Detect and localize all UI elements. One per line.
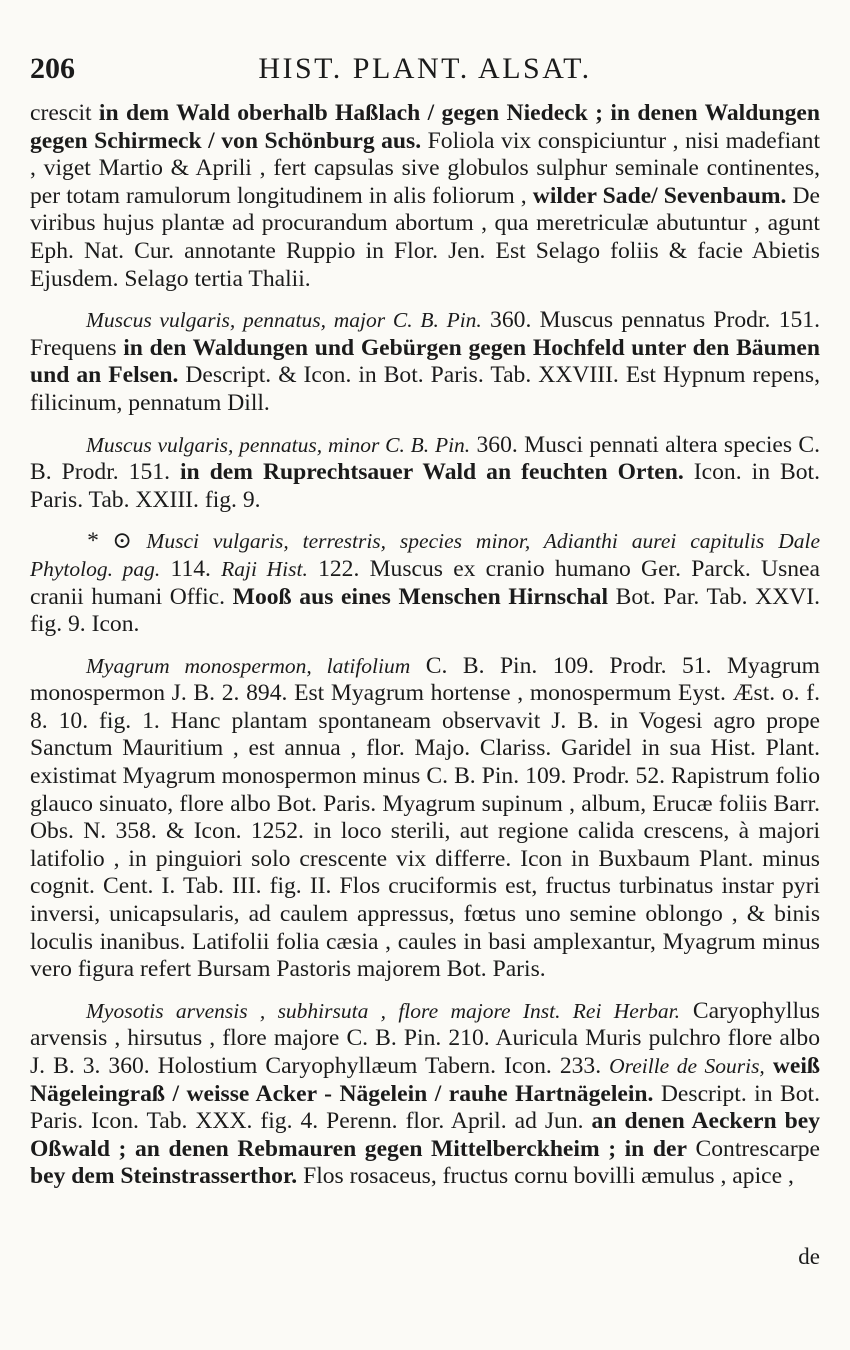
paragraph-3 bbox=[30, 432, 820, 515]
plant-name: Myosotis arvensis , subhirsuta , flore majore Inst. Rei Herbar. bbox=[86, 998, 681, 1023]
plant-name: Oreille de Souris, bbox=[609, 1054, 765, 1078]
latin-text: 360. Musci pennati altera species C. B. Prodr. 151. bbox=[30, 431, 820, 486]
plant-name: Muscus vulgaris, pennatus, minor C. B. Pin. bbox=[86, 432, 471, 457]
latin-text: C. B. Pin. 109. Prodr. 51. Myagrum monospermon J. B. 2. 894. Est Myagrum hortense , monospermum Eyst. Æst. o. f. 8. 10. fig. 1. Hanc plantam spontaneam observavit J. B. in Vogesi agro prope Sanctum Mauritium , est annua , flor. Majo. Clariss. Garidel in sua Hist. Plant. existimat Myagrum monospermon minus C. B. Pin. 109. Prodr. 52. Rapistrum folio glauco sinuato, flore albo Bot. Paris. Myagrum supinum , album, Erucæ foliis Barr. Obs. N. 358. & Icon. 1252. in loco sterili, aut regione calida crescens, à majori latifolio , in pinguiori solo crescente vix differre. Icon in Buxbaum Plant. minus cognit. Cent. I. Tab. III. fig. II. Flos cruciformis est, fructus turbinatus instar pyri inversi, unicapsularis, ad caulem appressus, fœtus uno semine oblongo , & binis loculis inanibus. Latifolii folia cæsia , caules in basi amplexantur, Myagrum minus vero figura refert Bursam Pastoris majorem Bot. Paris. bbox=[30, 652, 820, 983]
marker-symbol: * ⊙ bbox=[86, 528, 147, 555]
latin-text: De viribus hujus plantæ ad procurandum abortum , qua meretriculæ abutuntur , agunt Eph. Nat. Cur. annotante Ruppio in Flor. Jen. Est Selago foliis & facie Abietis Ejusdem. Selago tertia Thalii. bbox=[30, 182, 820, 292]
latin-text: crescit bbox=[30, 100, 99, 126]
latin-text: Icon. in Bot. Paris. Tab. XXIII. fig. 9. bbox=[30, 459, 820, 513]
german-text: wilder Sade/ Sevenbaum. bbox=[532, 182, 787, 209]
paragraph-4 bbox=[30, 528, 820, 638]
german-text: Mooß aus eines Menschen Hirnschal bbox=[232, 583, 608, 610]
german-text: weiß Nägeleingraß / weisse Acker - Nägelein / rauhe Hartnägelein. bbox=[30, 1053, 820, 1107]
page-header bbox=[30, 52, 820, 92]
plant-name: Muscus vulgaris, pennatus, major C. B. Pin. bbox=[86, 308, 482, 333]
page-number: 206 bbox=[30, 52, 75, 85]
latin-text: Caryophyllus arvensis , hirsutus , flore majore C. B. Pin. 210. Auricula Muris pulchro flore albo J. B. 3. 360. Holostium Caryophyllæum Tabern. Icon. 233. bbox=[30, 997, 820, 1079]
plant-name: Musci vulgaris, terrestris, species minor, Adianthi aurei capitulis Dale Phytolog. pag. bbox=[30, 529, 820, 581]
latin-text: 122. Muscus ex cranio humano Ger. Parck. Usnea cranii humani Offic. bbox=[30, 555, 820, 610]
german-text: in dem Ruprechtsauer Wald an feuchten Orten. bbox=[180, 459, 684, 486]
page-body bbox=[30, 100, 820, 1205]
latin-text: Bot. Par. Tab. XXVI. fig. 9. Icon. bbox=[30, 583, 820, 638]
plant-name: Raji Hist. bbox=[221, 556, 308, 581]
plant-name: Myagrum monospermon, latifolium bbox=[86, 653, 411, 678]
latin-text: Contrescarpe bbox=[686, 1135, 820, 1162]
paragraph-5 bbox=[30, 653, 820, 984]
german-text: an denen Aeckern bey Oßwald ; an denen Rebmauren gegen Mittelberckheim ; in der bbox=[30, 1108, 821, 1162]
paragraph-1 bbox=[30, 100, 820, 293]
latin-text: Descript. in Bot. Paris. Icon. Tab. XXX. fig. 4. Perenn. flor. April. ad Jun. bbox=[30, 1080, 820, 1135]
german-text: bey dem Steinstrasserthor. bbox=[30, 1163, 298, 1190]
german-text: in den Waldungen und Gebürgen gegen Hochfeld unter den Bäumen und an Felsen. bbox=[30, 334, 820, 389]
latin-text: Descript. & Icon. in Bot. Paris. Tab. XXVIII. Est Hypnum repens, filicinum, pennatum Dill. bbox=[30, 362, 820, 416]
paragraph-2 bbox=[30, 307, 820, 417]
latin-text: 114. bbox=[160, 555, 222, 582]
paragraph-6 bbox=[30, 998, 820, 1191]
latin-text: 360. Muscus pennatus Prodr. 151. Frequens bbox=[30, 307, 820, 361]
latin-text: Foliola vix conspiciuntur , nisi madefiant , viget Martio & Aprili , fert capsulas sive globulos sulphur seminale continentes, per totam ramulorum longitudinem in alis foliorum , bbox=[30, 127, 821, 209]
running-title: HIST. PLANT. ALSAT. bbox=[258, 52, 592, 85]
german-text: in dem Wald oberhalb Haßlach / gegen Niedeck ; in denen Waldungen gegen Schirmeck / von Schönburg aus. bbox=[30, 100, 820, 154]
catchword: de bbox=[798, 1244, 820, 1269]
latin-text: Flos rosaceus, fructus cornu bovilli æmulus , apice , bbox=[297, 1163, 794, 1190]
